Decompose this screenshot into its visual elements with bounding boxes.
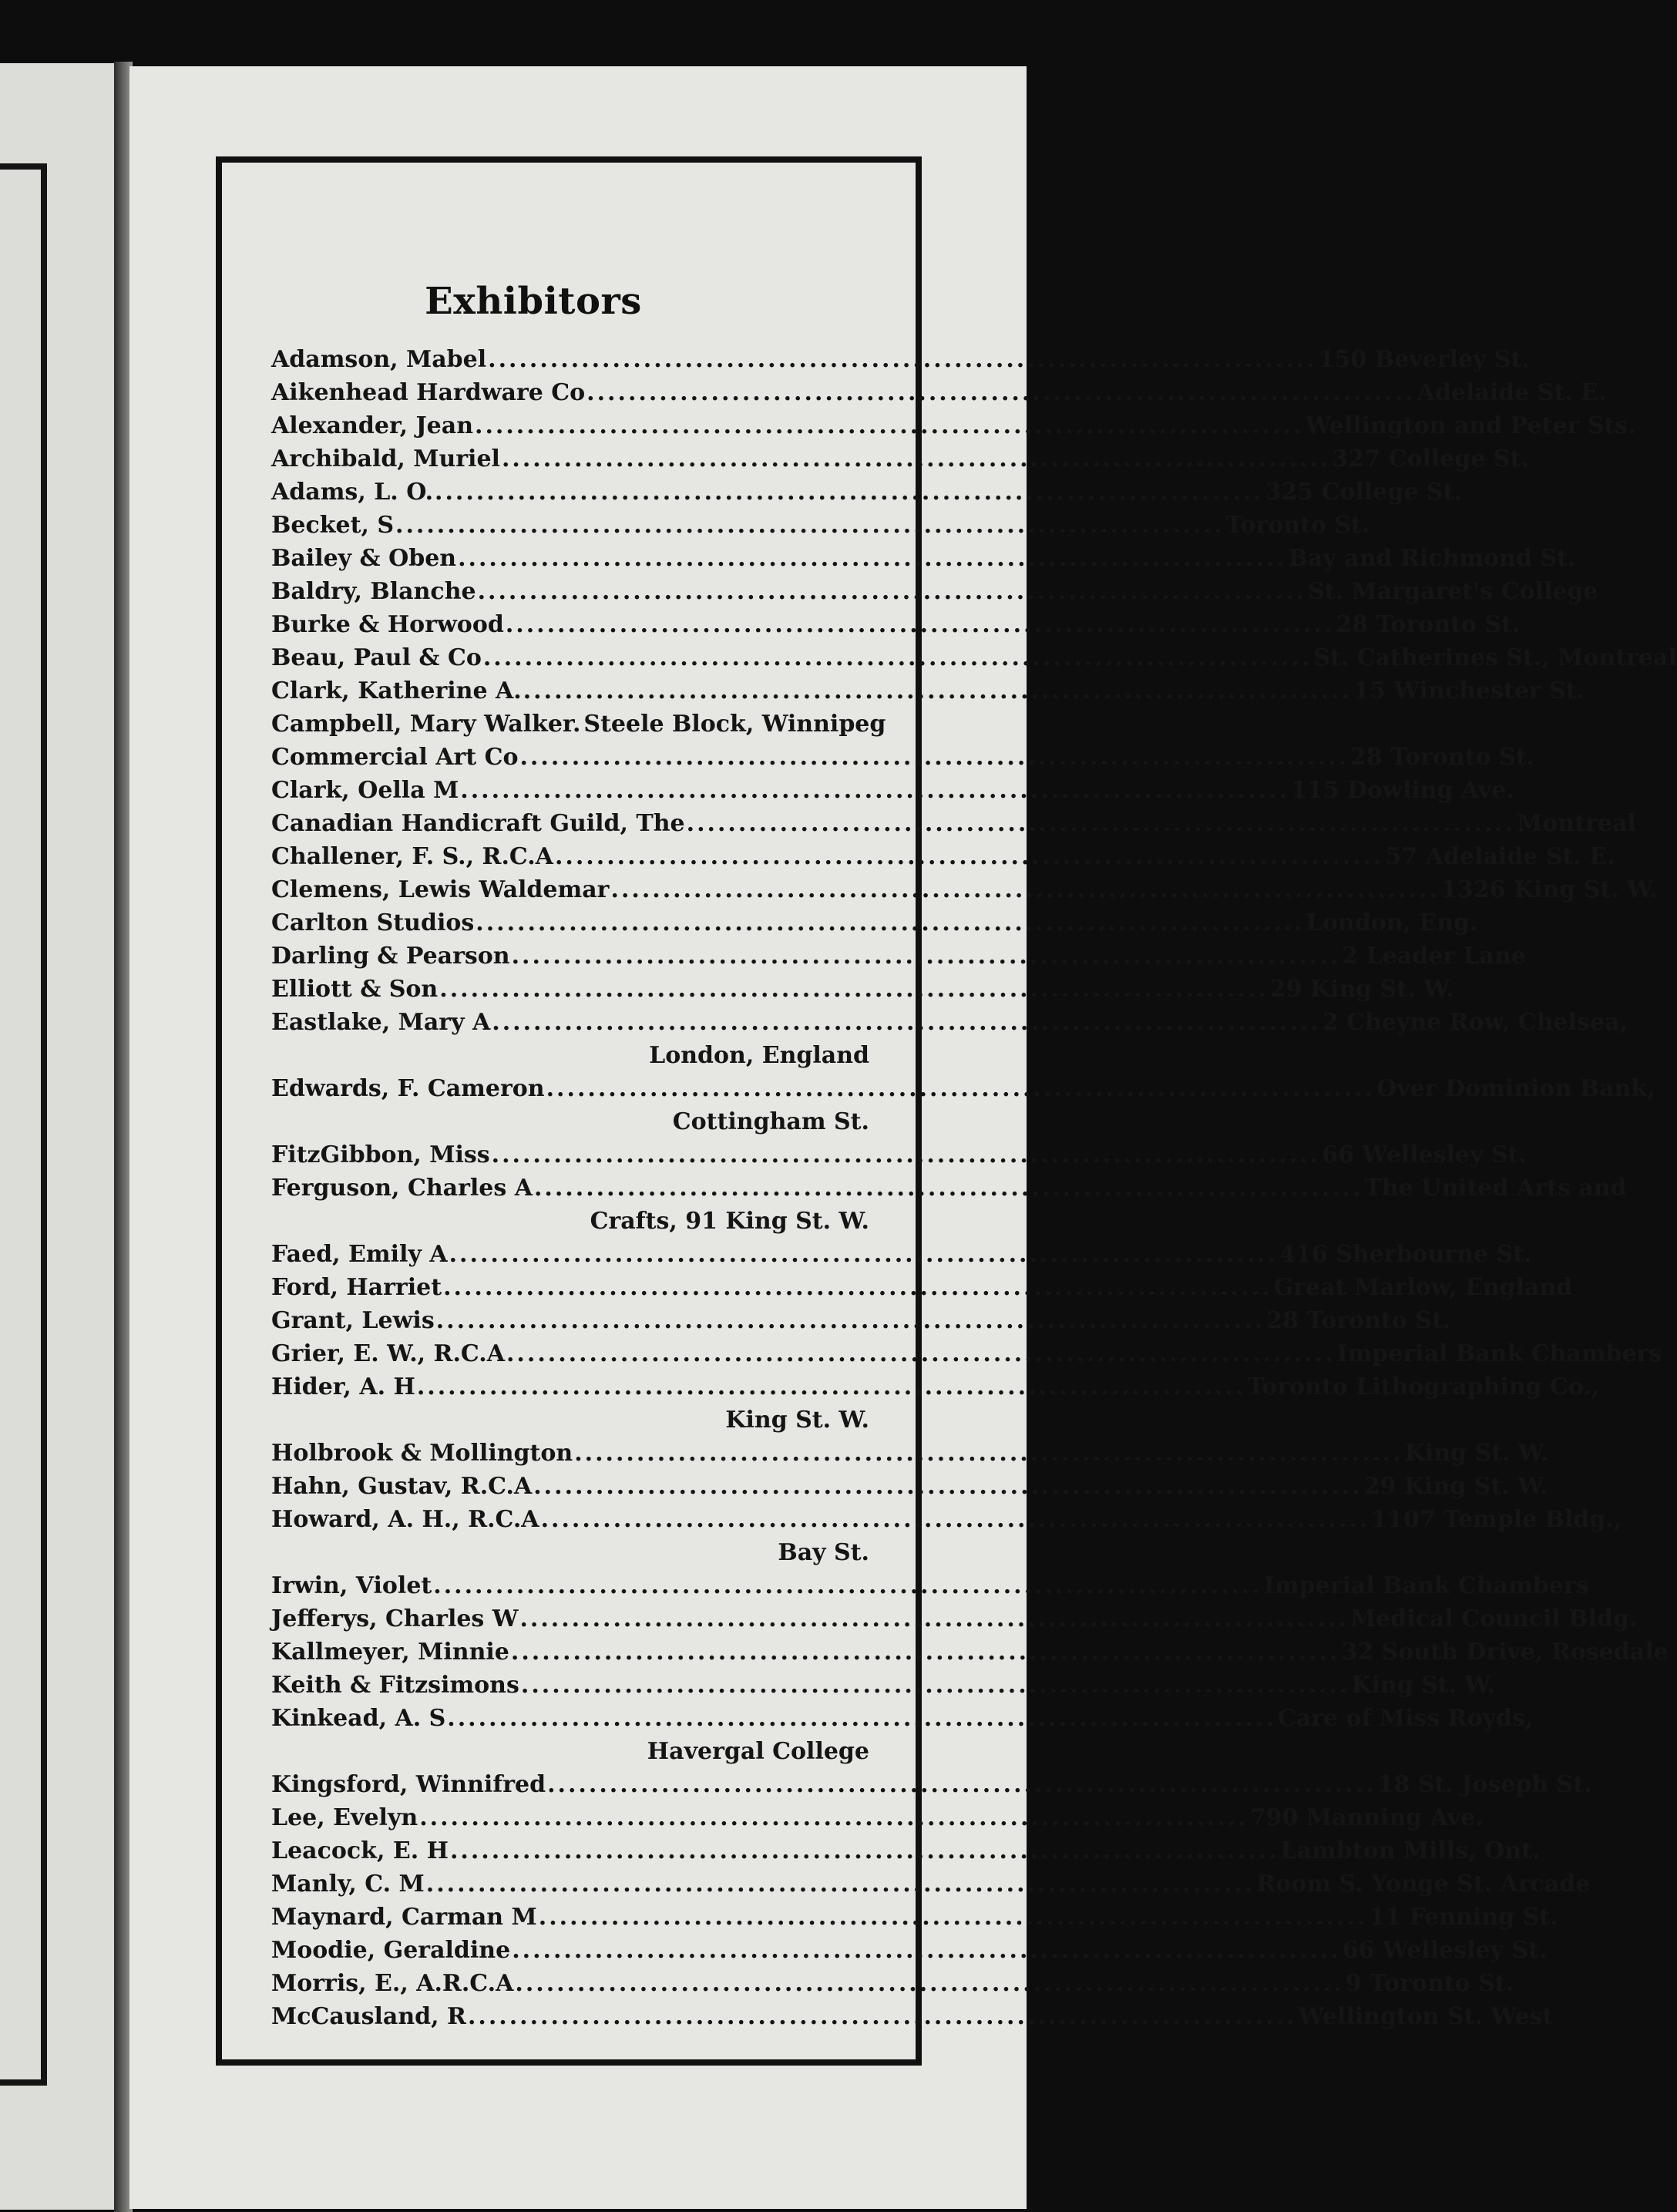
leader-dots: ................................................................................ (533, 1473, 1363, 1500)
leader-dots: ................................................................................ (433, 1572, 1262, 1599)
exhibitor-address: Bay and Richmond St. (1288, 545, 1576, 572)
leader-dots: ................................................................................ (476, 909, 1305, 936)
exhibitor-address: Over Dominion Bank, (1376, 1075, 1655, 1102)
exhibitor-entry (271, 841, 1615, 873)
exhibitor-name: Manly, C. M (271, 1871, 425, 1898)
exhibitor-address: Wellington St. West (1298, 2003, 1554, 2030)
exhibitor-entry (271, 1471, 1548, 1503)
leader-dots: ................................................................................ (460, 777, 1289, 804)
exhibitor-entry (271, 1603, 1638, 1635)
exhibitor-name: Campbell, Mary Walker. (271, 711, 581, 738)
exhibitor-entry (271, 874, 1658, 906)
leader-dots: ................................................................................ (586, 379, 1416, 406)
exhibitor-entry (271, 1338, 1662, 1370)
exhibitor-name: Grant, Lewis (271, 1307, 435, 1334)
exhibitor-name: Adams, L. O. (271, 479, 434, 506)
leader-dots: ................................................................................ (458, 545, 1287, 572)
exhibitor-name: Maynard, Carman M (271, 1904, 537, 1931)
exhibitor-entry (271, 410, 1636, 442)
exhibitor-entry (271, 1073, 1655, 1105)
exhibitor-address: 325 College St. (1265, 479, 1462, 506)
exhibitor-name: Keith & Fitzsimons (271, 1672, 519, 1699)
leader-dots: ................................................................................ (511, 943, 1341, 970)
exhibitor-entry (271, 1570, 1589, 1602)
exhibitor-address: King St. W. (1351, 1672, 1495, 1699)
exhibitor-name: Faed, Emily A (271, 1241, 448, 1268)
leader-dots: ................................................................................ (477, 578, 1307, 605)
exhibitor-entry (271, 443, 1529, 476)
exhibitor-entry (271, 708, 886, 741)
leader-dots: ................................................................................ (520, 1672, 1350, 1699)
exhibitor-name: Archibald, Muriel (271, 445, 500, 472)
exhibitor-name: Kallmeyer, Minnie (271, 1639, 509, 1666)
exhibitor-name: Challener, F. S., R.C.A (271, 843, 553, 870)
exhibitor-name: Burke & Horwood (271, 611, 504, 638)
exhibitor-name: Becket, S (271, 512, 394, 539)
exhibitor-address: Great Marlow, England (1273, 1274, 1573, 1301)
exhibitor-address: 9 Toronto St. (1345, 1970, 1514, 1997)
exhibitor-name: Lee, Evelyn (271, 1804, 418, 1831)
exhibitor-entry (271, 2001, 1554, 2033)
exhibitor-name: Leacock, E. H (271, 1837, 449, 1864)
exhibitor-entry (271, 1835, 1541, 1867)
exhibitor-address-continued: Havergal College (647, 1738, 869, 1765)
exhibitor-address-continued: London, England (649, 1042, 869, 1069)
leader-dots: ................................................................................ (515, 1970, 1344, 1997)
exhibitor-name: Irwin, Violet (271, 1572, 432, 1599)
exhibitor-name: Hahn, Gustav, R.C.A (271, 1473, 533, 1500)
exhibitor-address: 15 Winchester St. (1353, 677, 1585, 704)
leader-dots: ................................................................................ (506, 1340, 1336, 1367)
leader-dots: ................................................................................ (419, 1804, 1249, 1831)
exhibitor-entry (271, 609, 1521, 641)
exhibitor-address: 32 South Drive, Rosedale (1341, 1639, 1669, 1666)
exhibitor-address: London, Eng. (1306, 909, 1478, 936)
exhibitor-address: 28 Toronto St. (1266, 1307, 1451, 1334)
exhibitor-address: 28 Toronto St. (1336, 611, 1521, 638)
exhibitor-address: St. Margaret's College (1308, 578, 1598, 605)
leader-dots: ................................................................................ (519, 744, 1349, 771)
exhibitor-name: Clark, Katherine A. (271, 677, 522, 704)
exhibitor-name: Commercial Art Co (271, 744, 519, 771)
exhibitor-entry (271, 1935, 1548, 1967)
exhibitor-entry (271, 1968, 1514, 2000)
exhibitor-name: Adamson, Mabel (271, 346, 487, 373)
leader-dots: ................................................................................ (439, 976, 1269, 1003)
leader-dots: ................................................................................ (505, 611, 1335, 638)
exhibitor-name: Grier, E. W., R.C.A (271, 1340, 505, 1367)
exhibitor-entry (271, 377, 1607, 409)
exhibitor-entry (271, 808, 1636, 840)
exhibitor-address-continued: Bay St. (778, 1539, 869, 1566)
exhibitor-entry (271, 1802, 1484, 1834)
exhibitor-address: St. Catherines St., Montreal (1313, 644, 1677, 671)
exhibitor-name: Carlton Studios (271, 909, 475, 936)
leader-dots: ................................................................................ (449, 1837, 1279, 1864)
exhibitor-address: 1326 King St. W. (1441, 876, 1658, 903)
exhibitor-address: 2 Leader Lane (1342, 943, 1526, 970)
exhibitor-address: 790 Manning Ave. (1249, 1804, 1484, 1831)
exhibitor-address: Imperial Bank Chambers (1263, 1572, 1589, 1599)
exhibitor-name: Kinkead, A. S (271, 1705, 446, 1732)
page-title: Exhibitors (425, 280, 642, 323)
exhibitor-name: Ford, Harriet (271, 1274, 442, 1301)
leader-dots: ................................................................................ (435, 1307, 1265, 1334)
leader-dots: ................................................................................ (574, 1440, 1403, 1467)
exhibitor-entry (271, 1504, 1622, 1536)
exhibitor-address: 57 Adelaide St. E. (1385, 843, 1615, 870)
leader-dots: ................................................................................ (533, 1175, 1363, 1202)
exhibitor-address: Toronto St. (1225, 512, 1370, 539)
exhibitor-address: Room S. Yonge St. Arcade (1256, 1871, 1591, 1898)
exhibitor-entry (271, 1272, 1573, 1304)
exhibitor-entry (271, 1868, 1591, 1901)
exhibitor-name: Eastlake, Mary A (271, 1009, 491, 1036)
leader-dots: ................................................................................ (546, 1075, 1376, 1102)
exhibitor-name: FitzGibbon, Miss (271, 1141, 490, 1168)
leader-dots: ................................................................................ (488, 346, 1317, 373)
exhibitor-entry (271, 1007, 1628, 1039)
leader-dots: ................................................................................ (425, 1871, 1255, 1898)
exhibitor-address: Montreal (1517, 810, 1636, 837)
leader-dots: ................................................................................ (519, 1605, 1349, 1632)
exhibitor-list (0, 344, 1677, 2039)
exhibitor-name: Clark, Oella M (271, 777, 459, 804)
exhibitor-entry (271, 1371, 1600, 1404)
exhibitor-address-continued: King St. W. (725, 1407, 869, 1434)
leader-dots: ................................................................................ (449, 1241, 1279, 1268)
leader-dots: ................................................................................ (540, 1506, 1370, 1533)
exhibitor-name: Ferguson, Charles A (271, 1175, 533, 1202)
exhibitor-entry (271, 1437, 1549, 1470)
exhibitor-entry (271, 741, 1535, 774)
exhibitor-address: 66 Wellesley St. (1322, 1141, 1527, 1168)
exhibitor-name: Kingsford, Winnifred (271, 1771, 546, 1798)
exhibitor-entry (271, 509, 1370, 542)
leader-dots: ................................................................................ (523, 677, 1353, 704)
exhibitor-address: 115 Dowling Ave. (1290, 777, 1514, 804)
exhibitor-address: 327 College St. (1332, 445, 1529, 472)
exhibitor-address: The United Arts and (1364, 1175, 1627, 1202)
exhibitor-entry (271, 1139, 1527, 1172)
exhibitor-entry (271, 576, 1598, 608)
exhibitor-address: 66 Wellesley St. (1342, 1937, 1548, 1964)
exhibitor-address: Medical Council Bldg. (1350, 1605, 1638, 1632)
exhibitor-entry (271, 907, 1478, 940)
exhibitor-entry (271, 940, 1526, 973)
exhibitor-address: 29 King St. W. (1269, 976, 1454, 1003)
exhibitor-name: Darling & Pearson (271, 943, 510, 970)
exhibitor-name: Howard, A. H., R.C.A (271, 1506, 539, 1533)
exhibitor-name: Elliott & Son (271, 976, 439, 1003)
exhibitor-address: Lambton Mills, Ont. (1280, 1837, 1541, 1864)
leader-dots: ................................................................................ (512, 1937, 1341, 1964)
exhibitor-entry (271, 642, 1677, 674)
exhibitor-address: 150 Beverley St. (1318, 346, 1530, 373)
leader-dots: ................................................................................ (447, 1705, 1276, 1732)
leader-dots: ................................................................................ (610, 876, 1440, 903)
exhibitor-entry (271, 543, 1576, 575)
exhibitor-entry (271, 775, 1514, 807)
exhibitor-name: Bailey & Oben (271, 545, 457, 572)
exhibitor-address: 416 Sherbourne St. (1279, 1241, 1532, 1268)
leader-dots: ................................................................................ (475, 412, 1304, 439)
exhibitor-entry (271, 1305, 1451, 1337)
leader-dots: ................................................................................ (538, 1904, 1368, 1931)
exhibitor-name: Aikenhead Hardware Co (271, 379, 586, 406)
exhibitor-name: Beau, Paul & Co (271, 644, 482, 671)
exhibitor-name: Jefferys, Charles W (271, 1605, 519, 1632)
exhibitor-entry (271, 476, 1462, 509)
leader-dots: ................................................................................ (554, 843, 1384, 870)
leader-dots: ................................................................................ (395, 512, 1225, 539)
exhibitor-entry (271, 973, 1454, 1006)
exhibitor-address: Steele Block, Winnipeg (583, 711, 886, 738)
leader-dots: ................................................................................ (443, 1274, 1272, 1301)
leader-dots: ................................................................................ (416, 1373, 1246, 1400)
exhibitor-entry (271, 1669, 1495, 1702)
exhibitor-entry (271, 1239, 1532, 1271)
exhibitor-address: Imperial Bank Chambers (1336, 1340, 1662, 1367)
exhibitor-address: King St. W. (1404, 1440, 1549, 1467)
exhibitor-entry (271, 675, 1585, 708)
leader-dots: ................................................................................ (501, 445, 1331, 472)
exhibitor-address: 28 Toronto St. (1350, 744, 1535, 771)
exhibitor-address: 29 King St. W. (1363, 1473, 1548, 1500)
leader-dots: ................................................................................ (482, 644, 1312, 671)
leader-dots: ................................................................................ (686, 810, 1516, 837)
leader-dots: ................................................................................ (510, 1639, 1340, 1666)
leader-dots: ................................................................................ (492, 1009, 1321, 1036)
exhibitor-entry (271, 344, 1530, 376)
exhibitor-name: McCausland, R (271, 2003, 466, 2030)
exhibitor-address: Toronto Lithographing Co., (1247, 1373, 1600, 1400)
exhibitor-entry (271, 1703, 1534, 1735)
exhibitor-name: Baldry, Blanche (271, 578, 476, 605)
exhibitor-address: Adelaide St. E. (1417, 379, 1607, 406)
exhibitor-address: Care of Miss Royds, (1277, 1705, 1534, 1732)
exhibitor-name: Hider, A. H (271, 1373, 415, 1400)
leader-dots: ................................................................................ (435, 479, 1264, 506)
exhibitor-name: Canadian Handicraft Guild, The (271, 810, 685, 837)
exhibitor-name: Clemens, Lewis Waldemar (271, 876, 610, 903)
exhibitor-name: Morris, E., A.R.C.A (271, 1970, 514, 1997)
exhibitor-name: Holbrook & Mollington (271, 1440, 573, 1467)
exhibitor-address-continued: Cottingham St. (672, 1108, 869, 1135)
exhibitor-entry (271, 1901, 1558, 1934)
exhibitor-entry (271, 1769, 1592, 1801)
exhibitor-address: 18 St. Joseph St. (1377, 1771, 1592, 1798)
exhibitor-name: Moodie, Geraldine (271, 1937, 511, 1964)
exhibitor-address: 1107 Temple Bldg., (1371, 1506, 1622, 1533)
exhibitor-name: Alexander, Jean (271, 412, 474, 439)
leader-dots: ................................................................................ (467, 2003, 1297, 2030)
exhibitor-name: Edwards, F. Cameron (271, 1075, 545, 1102)
exhibitor-entry (271, 1636, 1669, 1669)
exhibitor-address: 2 Cheyne Row, Chelsea, (1322, 1009, 1628, 1036)
exhibitor-entry (271, 1172, 1627, 1205)
exhibitor-address: Wellington and Peter Sts. (1305, 412, 1636, 439)
exhibitor-address-continued: Crafts, 91 King St. W. (590, 1208, 869, 1235)
leader-dots: ................................................................................ (491, 1141, 1321, 1168)
leader-dots: ................................................................................ (547, 1771, 1376, 1798)
exhibitor-address: 11 Fenning St. (1369, 1904, 1558, 1931)
